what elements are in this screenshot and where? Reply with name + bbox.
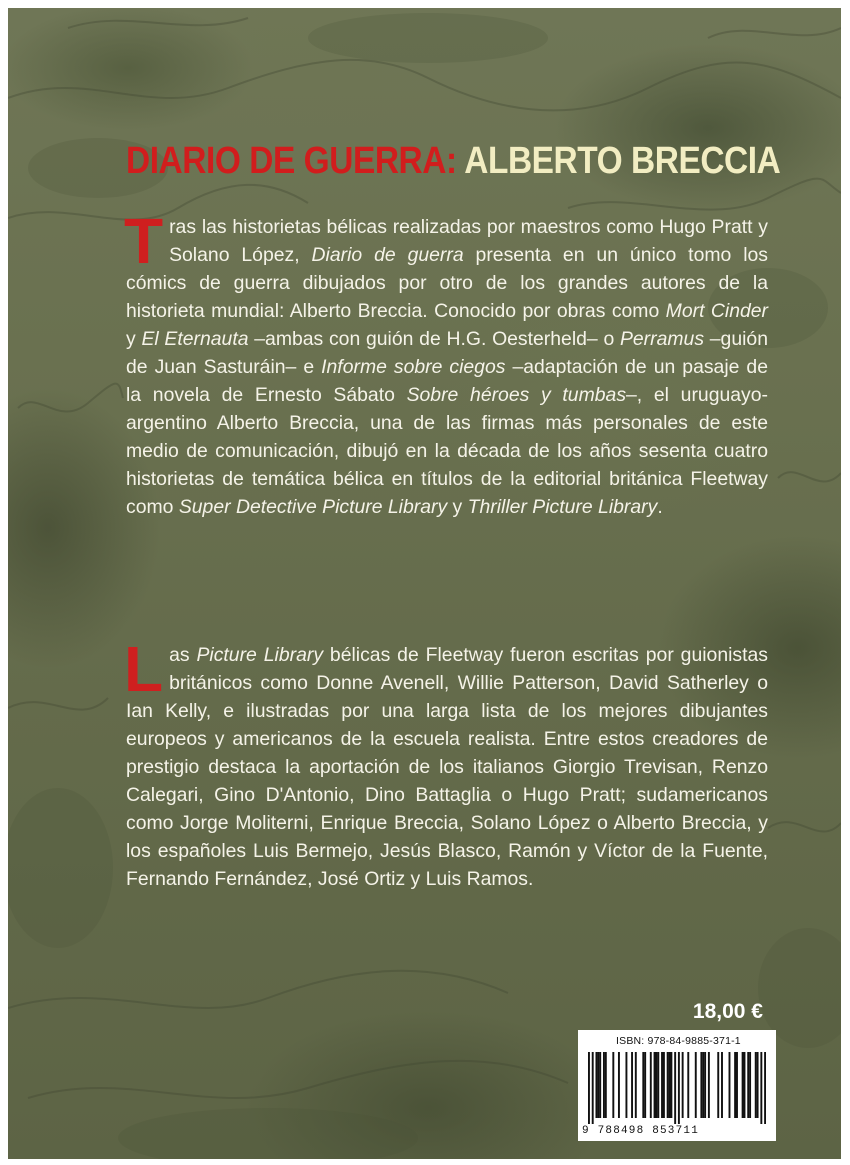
italic-title-run: Picture Library [196,644,324,666]
barcode-bar [757,1052,759,1118]
italic-title-run: Sobre héroes y tumbas [406,384,627,406]
barcode-bar [661,1052,663,1118]
italic-title-run: Informe sobre ciegos [321,356,506,378]
text-run: bélicas de Fleetway fueron escritas por guionistas británicos como Donne Avenell, Willie Patterson, David Satherley o Ian Kelly, e ilustradas por una larga lista de los mejores dibujantes europeos y americanos de la escuela realista. Entre estos creadores de prestigio destaca la aportación de los italianos Giorgio Trevisan, Renzo Calegari, Gino D'Antonio, Dino Battaglia o Hugo Pratt; sudamericanos como Jorge Moliterni, Enrique Breccia, Solano López o Alberto Breccia, y los españoles Luis Bermejo, Jesús Blasco, Ramón y Víctor de la Fuente, Fernando Fernández, José Ortiz y Luis Ramos. [126,644,768,890]
text-run: ras las historietas bélicas realizadas por maestros como Hugo Pratt y Solano López, [169,216,768,266]
title-series: DIARIO DE GUERRA: [126,140,457,182]
barcode-bar [695,1052,697,1118]
drop-cap-t: T [124,205,164,277]
barcode-bar [644,1052,646,1118]
barcode-bar [702,1052,704,1118]
book-title [126,140,781,183]
text-run: presenta en un único tomo los cómics de guerra dibujados por otro de los grandes autores de la historieta mundial: Alberto Breccia. Conocido por obras como [126,244,768,322]
barcode-bar [700,1052,702,1118]
barcode-bar [618,1052,620,1118]
barcode-bar [650,1052,652,1118]
barcode-bar [642,1052,644,1118]
barcode-bar [663,1052,665,1118]
barcode-bar [670,1052,672,1118]
text-run: as [169,644,197,666]
italic-title-run: El Eternauta [141,328,249,350]
barcode-bar [597,1052,599,1118]
text-run: . [657,496,663,518]
barcode-bar [625,1052,627,1118]
italic-title-run: Super Detective Picture Library [178,496,448,518]
barcode-bar [612,1052,614,1118]
barcode-bar [605,1052,607,1118]
text-run: –ambas con guión de H.G. Oesterheld– o [248,328,620,350]
barcode-bar [669,1052,671,1118]
italic-title-run: Perramus [619,328,705,350]
italic-title-run: Thriller Picture Library [467,496,658,518]
barcode-bar [635,1052,637,1118]
synopsis-paragraph-1 [124,205,768,521]
price-label: 18,00 € [692,1000,763,1023]
barcode-bar [682,1052,684,1118]
barcode-bar [749,1052,751,1118]
barcode-bar [599,1052,601,1118]
barcode-bar [734,1052,736,1118]
barcode-bar [747,1052,749,1118]
barcode-bar [717,1052,719,1118]
text-run: –, el uruguayo-argentino Alberto Breccia, una de las firmas más personales de este medio de comunicación, dibujó en la década de los años sesenta cuatro historietas de temática bélica en títulos de la editorial británica Fleetway como [126,384,768,518]
text-run: –adaptación de un pasaje de la novela de Ernesto Sábato [126,356,768,406]
barcode-bar [736,1052,738,1118]
barcode-bar [744,1052,746,1118]
barcode-bars [588,1052,766,1124]
barcode [578,1030,776,1141]
title-author: ALBERTO BRECCIA [464,140,781,182]
barcode-bar [721,1052,723,1118]
barcode-bar [742,1052,744,1118]
synopsis-paragraph-2 [124,633,768,893]
barcode-bar [729,1052,731,1118]
book-back-cover [8,8,841,1159]
barcode-bar [755,1052,757,1118]
barcode-bar [657,1052,659,1118]
barcode-bar [708,1052,710,1118]
barcode-bar [592,1052,594,1124]
paragraph-2-body [124,633,768,890]
barcode-bar [687,1052,689,1118]
barcode-bar [760,1052,762,1124]
isbn-label: ISBN: 978-84-9885-371-1 [616,1035,741,1047]
italic-title-run: Diario de guerra [311,244,464,266]
text-run: y [126,328,142,350]
text-run: y [447,496,468,518]
barcode-bar [655,1052,657,1118]
barcode-bar [674,1052,676,1124]
barcode-bar [764,1052,766,1124]
barcode-bar [595,1052,597,1118]
barcode-bar [588,1052,590,1124]
barcode-bar [631,1052,633,1118]
barcode-digits: 9 788498 853711 [582,1125,700,1137]
barcode-bar [704,1052,706,1118]
barcode-bar [654,1052,656,1118]
barcode-bar [667,1052,669,1118]
barcode-bar [678,1052,680,1124]
drop-cap-l: L [124,633,164,705]
paragraph-1-body [124,205,768,518]
italic-title-run: Mort Cinder [665,300,768,322]
barcode-bar [603,1052,605,1118]
text-run: –guión de Juan Sasturáin– e [126,328,768,378]
